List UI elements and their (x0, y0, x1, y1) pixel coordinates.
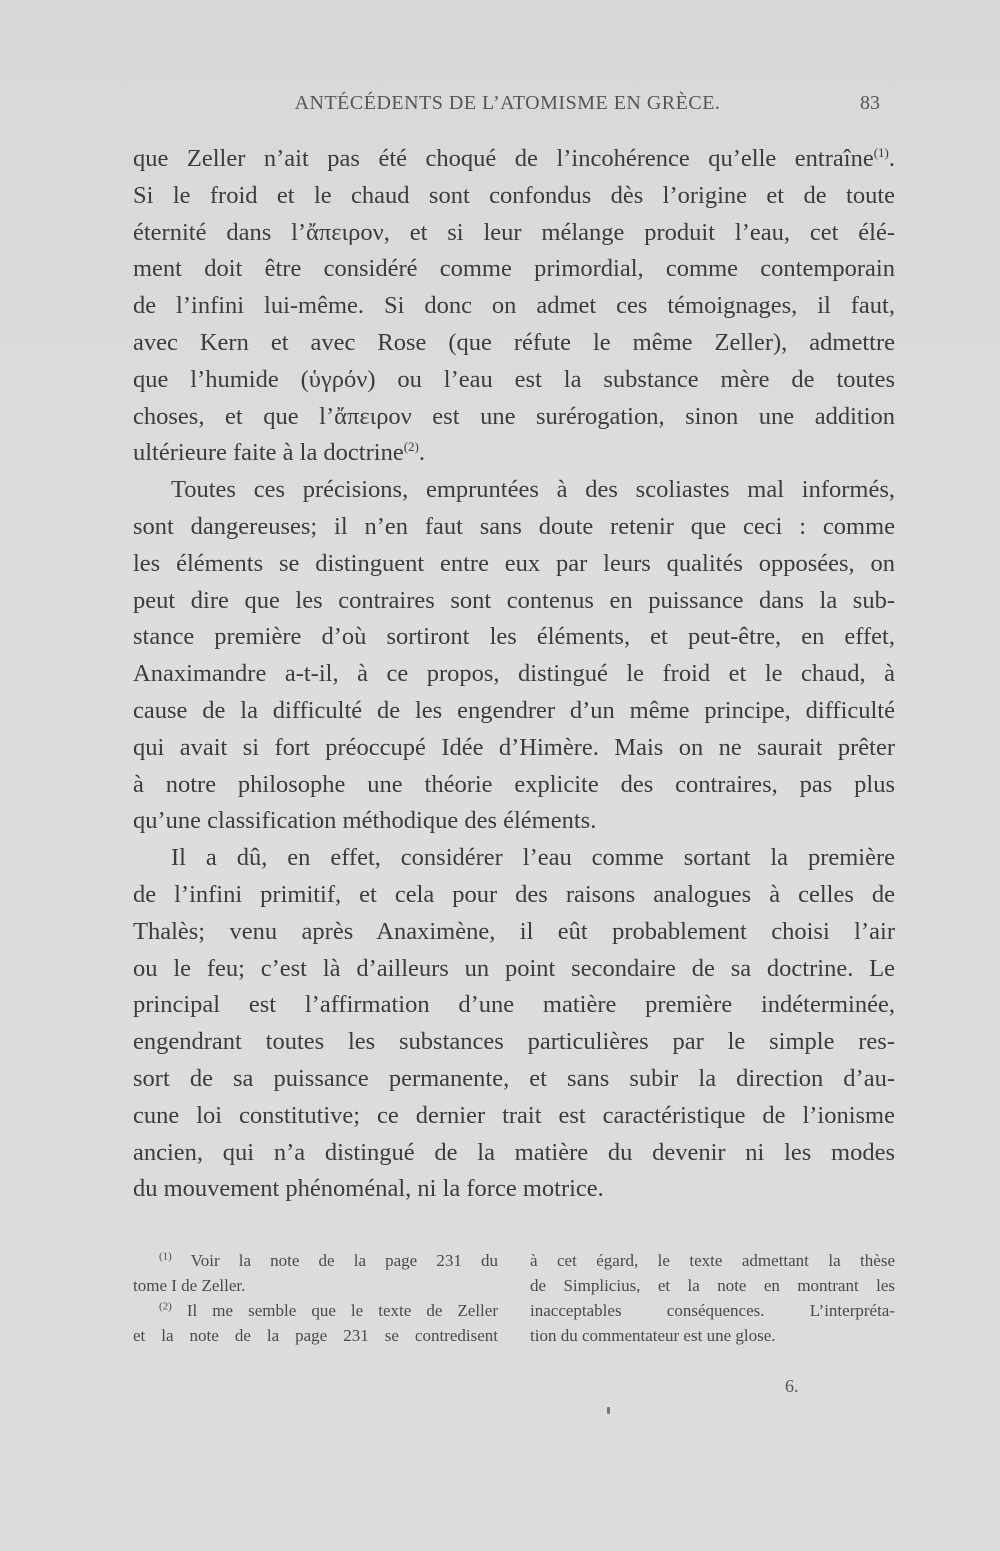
footnote-line: $^{(2)}$ Il me semble que le texte de Zeller (159, 1300, 498, 1320)
text-line: Si le froid et le chaud sont confondus dès l’origine et de toute (133, 181, 895, 209)
text-line: choses, et que l’ἄπειρον est une surérogation, sinon une addition (133, 402, 895, 430)
text-line: ment doit être considéré comme primordial, comme contemporain (133, 255, 895, 283)
footnote-line: tion du commentateur est une glose. (530, 1326, 776, 1345)
text-line: éternité dans l’ἄπειρον, et si leur mélange produit l’eau, cet élé- (133, 218, 895, 246)
text-line: Thalès; venu après Anaximène, il eût probablement choisi l’air (133, 917, 895, 945)
footnote-line: tome I de Zeller. (133, 1276, 246, 1295)
footnote-line: à cet égard, le texte admettant la thèse (530, 1251, 895, 1270)
text-line: sort de sa puissance permanente, et sans subir la direction d’au- (133, 1064, 895, 1092)
running-head (135, 92, 880, 122)
footnote-ref: (2) (403, 439, 419, 455)
footnote-line: inacceptables conséquences. L’interpréta- (530, 1301, 895, 1320)
signature-mark: 6. (785, 1376, 799, 1396)
text-line: peut dire que les contraires sont contenus en puissance dans la sub- (133, 586, 895, 614)
text-line: ancien, qui n’a distingué de la matière du devenir ni les modes (133, 1138, 895, 1166)
footnote-line: et la note de la page 231 se contredisent (133, 1326, 498, 1345)
text-line: engendrant toutes les substances particulières par le simple res- (133, 1028, 895, 1056)
text-line: qu’une classification méthodique des éléments. (133, 807, 597, 835)
ink-speck (607, 1407, 610, 1414)
page-number: 83 (860, 92, 880, 114)
footnote-ref: (1) (873, 144, 889, 160)
footnote-column-right (530, 1248, 895, 1348)
footnote-mark: (1) (159, 1250, 172, 1263)
text-line: de l’infini primitif, et cela pour des raisons analogues à celles de (133, 880, 895, 908)
text-line: à notre philosophe une théorie explicite des contraires, pas plus (133, 770, 895, 798)
text-line: sont dangereuses; il n’en faut sans doute retenir que ceci : comme (133, 512, 895, 540)
text-line: stance première d’où sortiront les éléments, et peut-être, en effet, (133, 623, 895, 651)
text-line: les éléments se distinguent entre eux par leurs qualités opposées, on (133, 549, 895, 577)
text-line: cune loi constitutive; ce dernier trait est caractéristique de l’ionisme (133, 1101, 895, 1129)
text-line: principal est l’affirmation d’une matière première indéterminée, (133, 991, 895, 1019)
text-line: Anaximandre a-t-il, à ce propos, distingué le froid et le chaud, à (133, 660, 895, 688)
footnotes (133, 1248, 895, 1368)
footnote-column-left (133, 1248, 498, 1348)
body-text (133, 141, 895, 1208)
text-line: de l’infini lui-même. Si donc on admet ces témoignages, il faut, (133, 292, 895, 320)
text-line: cause de la difficulté de les engendrer d’un même principe, difficulté (133, 696, 895, 724)
text-line: ultérieure faite à la doctrine$^{(2)}$. (133, 439, 426, 467)
running-title: ANTÉCÉDENTS DE L’ATOMISME EN GRÈCE. (294, 92, 721, 114)
text-line: du mouvement phénoménal, ni la force motrice. (133, 1175, 604, 1203)
footnote-line: $^{(1)}$ Voir la note de la page 231 du (159, 1250, 498, 1270)
text-line: que Zeller n’ait pas été choqué de l’incohérence qu’elle entraîne$^{(1)}$. (133, 144, 895, 172)
text-line: Toutes ces précisions, empruntées à des scoliastes mal informés, (171, 476, 895, 504)
text-line: Il a dû, en effet, considérer l’eau comme sortant la première (171, 844, 895, 872)
footnote-line: de Simplicius, et la note en montrant les (530, 1276, 895, 1295)
text-line: que l’humide (ὑγρόν) ou l’eau est la substance mère de toutes (133, 365, 895, 393)
text-line: qui avait si fort préoccupé Idée d’Himère. Mais on ne saurait prêter (133, 733, 895, 761)
text-line: avec Kern et avec Rose (que réfute le même Zeller), admettre (133, 328, 895, 356)
footnote-mark: (2) (159, 1300, 172, 1313)
text-line: ou le feu; c’est là d’ailleurs un point secondaire de sa doctrine. Le (133, 954, 895, 982)
